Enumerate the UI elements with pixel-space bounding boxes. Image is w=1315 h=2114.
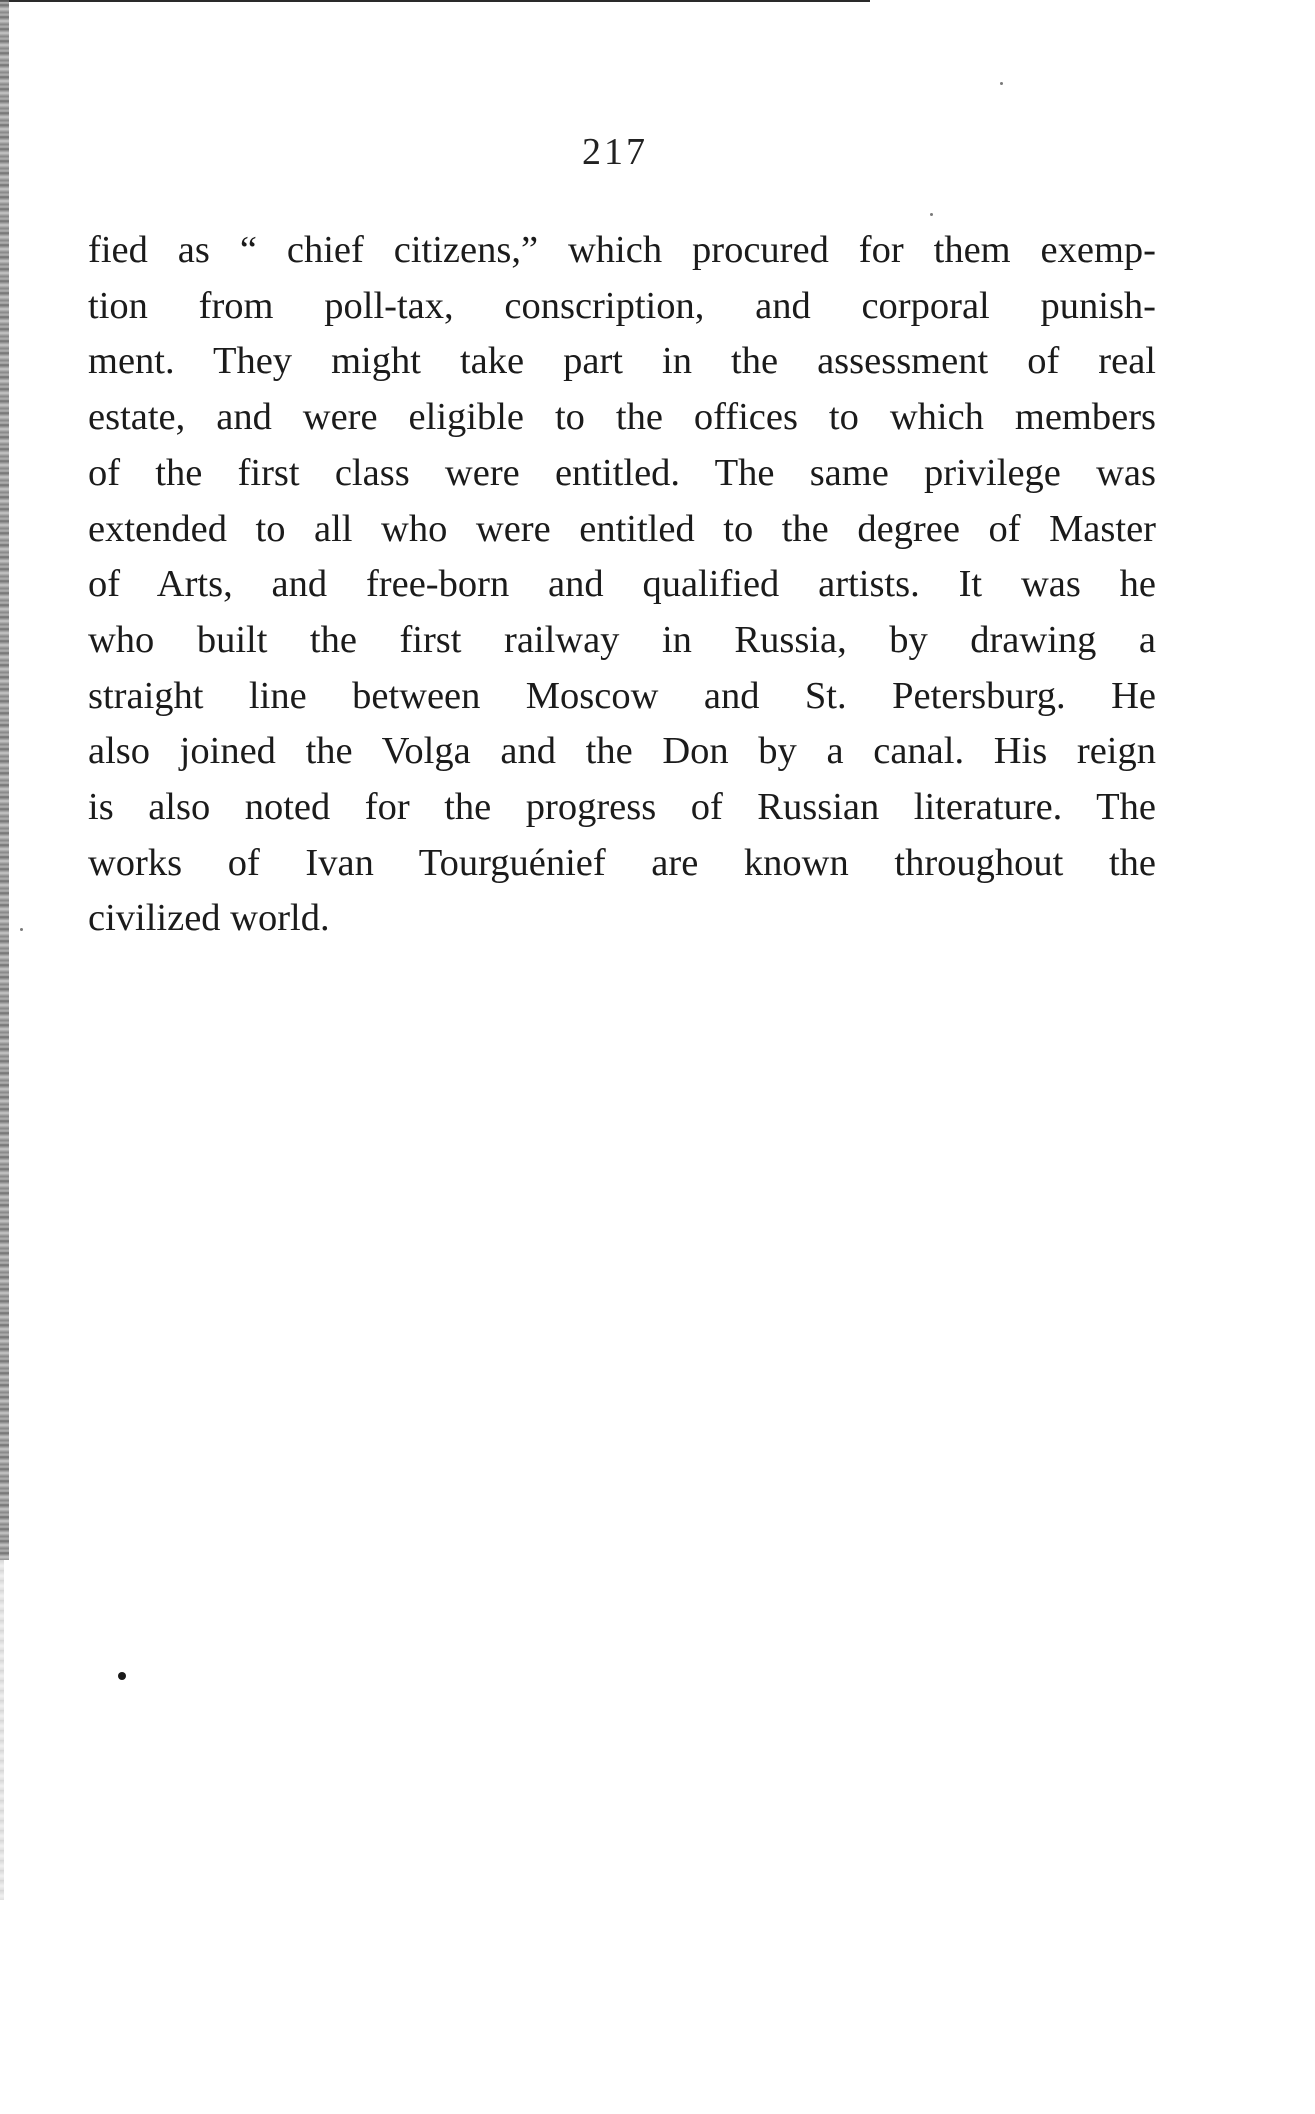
ink-speck: [118, 1672, 126, 1680]
scan-edge-top: [0, 0, 870, 2]
ink-speck: [20, 928, 23, 931]
ink-speck: [1000, 82, 1003, 85]
text-line: fied as “ chief citizens,” which procured for them exemp-: [88, 229, 1156, 271]
text-line: is also noted for the progress of Russian literature. The: [88, 786, 1156, 829]
body-paragraph: [88, 223, 1156, 947]
text-line: estate, and were eligible to the offices to which members: [88, 396, 1156, 439]
scan-edge-left-lower: [0, 1560, 4, 1900]
text-line: straight line between Moscow and St. Petersburg. He: [88, 674, 1156, 717]
text-line: who built the first railway in Russia, by drawing a: [88, 618, 1156, 661]
text-line: extended to all who were entitled to the degree of Master: [88, 507, 1156, 550]
text-line: of Arts, and free-born and qualified artists. It was he: [88, 563, 1156, 606]
scan-edge-left: [0, 0, 9, 1560]
text-line: works of Ivan Tourguénief are known throughout the: [88, 841, 1156, 884]
text-line: of the first class were entitled. The same privilege was: [88, 451, 1156, 494]
ink-speck: [930, 213, 933, 216]
text-line: tion from poll-tax, conscription, and corporal punish-: [88, 284, 1156, 327]
text-line: ment. They might take part in the assessment of real: [88, 340, 1156, 383]
text-line: civilized world.: [88, 897, 330, 940]
text-line: also joined the Volga and the Don by a canal. His reign: [88, 730, 1156, 773]
page-number: 217: [582, 131, 648, 173]
